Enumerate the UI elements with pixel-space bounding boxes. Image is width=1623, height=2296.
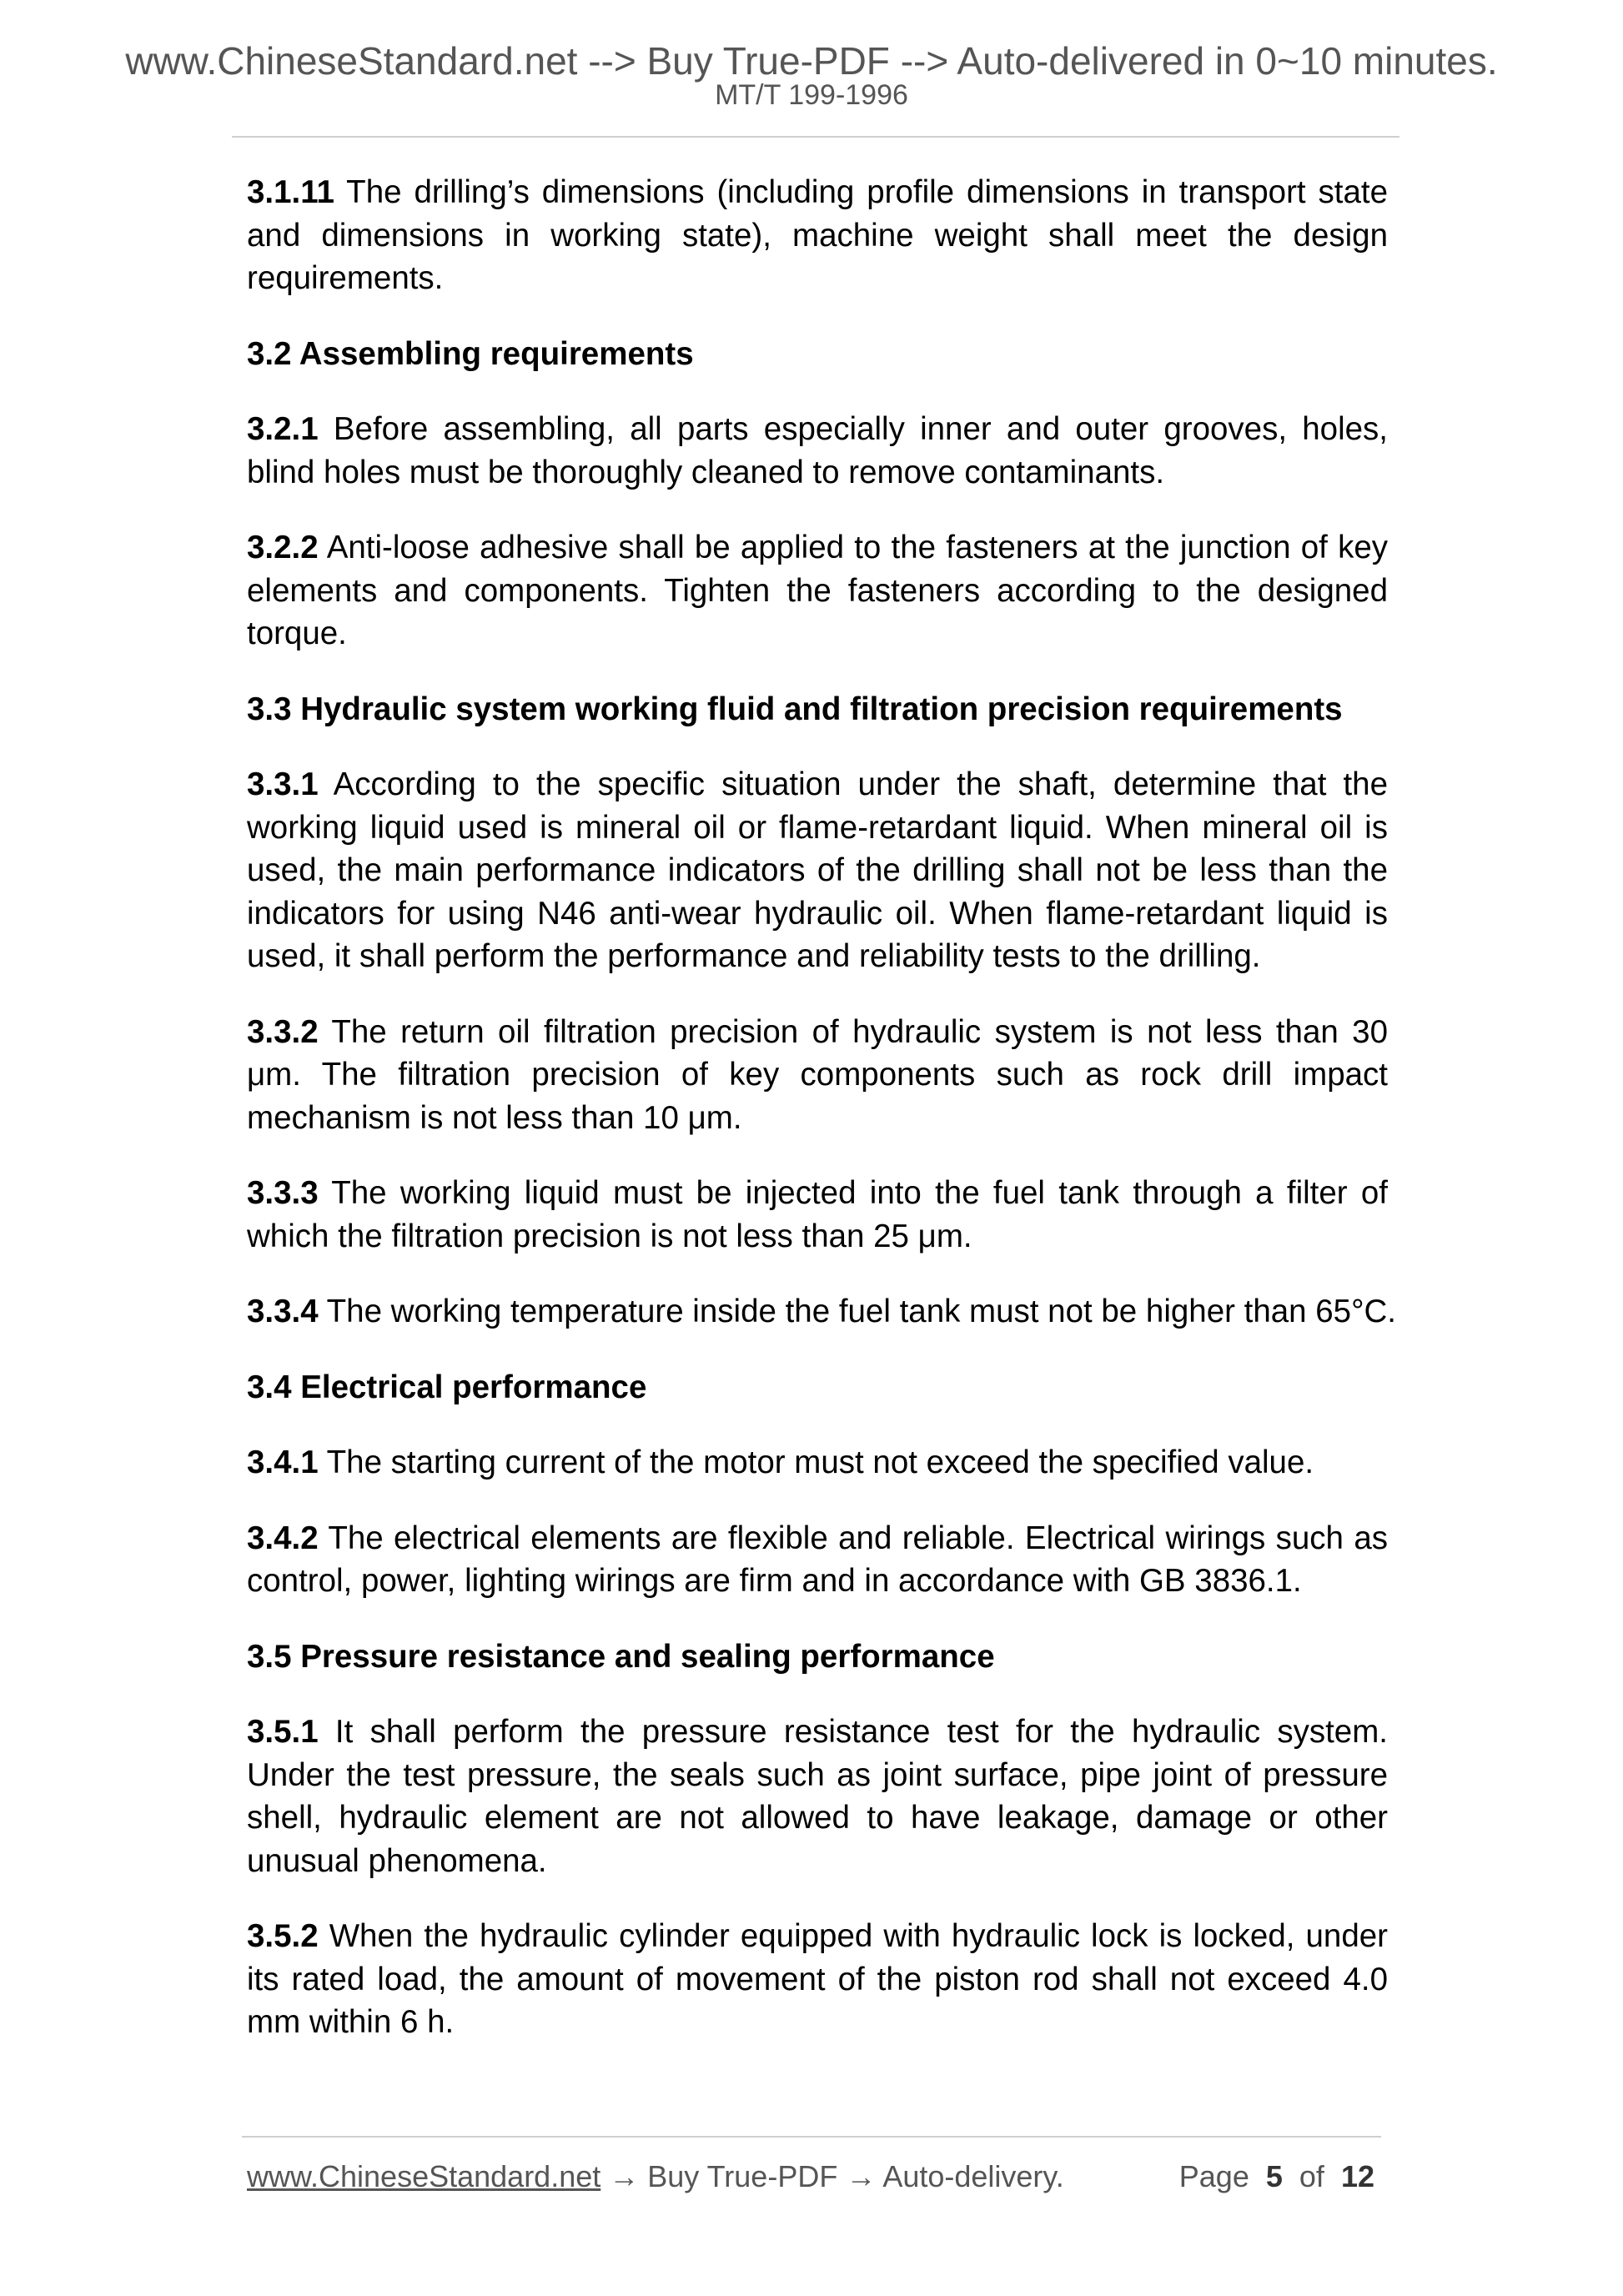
clause-text: The electrical elements are flexible and reliable. Electrical wirings such as control, power, lighting wirings are firm and in accordance with GB 3836.1. (247, 1520, 1388, 1599)
clause-text: The drilling’s dimensions (including profile dimensions in transport state and dimensions in working state), machine weight shall meet the design requirements. (247, 174, 1388, 296)
total-pages: 12 (1340, 2159, 1374, 2193)
clause-number: 3.5.2 (247, 1918, 319, 1954)
clause-number: 3.2.1 (247, 411, 319, 447)
footer-promo-text: → Buy True-PDF → Auto-delivery. (600, 2159, 1064, 2193)
clause-number: 3.3.1 (247, 766, 319, 802)
clause-number: 3.4.2 (247, 1520, 319, 1556)
section-heading-3-3: 3.3 Hydraulic system working fluid and filtration precision requirements (247, 691, 1343, 727)
standard-code: MT/T 199-1996 (715, 79, 908, 111)
clause-3-4-1 (247, 1441, 1388, 1485)
clause-text: It shall perform the pressure resistance test for the hydraulic system. Under the test pressure, the seals such as joint surface, pipe joint of pressure shell, hydraulic element are not allowed to have leakage, damage or other unusual phenomena. (247, 1714, 1388, 1879)
footer-divider (242, 2136, 1381, 2138)
clause-3-3-4 (247, 1290, 1396, 1334)
clause-text: The working liquid must be injected into the fuel tank through a filter of which the filtration precision is not less than 25 μm. (247, 1175, 1388, 1254)
clause-number: 3.5.1 (247, 1714, 319, 1750)
clause-text: The return oil filtration precision of hydraulic system is not less than 30 μm. The filtration precision of key components such as rock drill impact mechanism is not less than 10 μm. (247, 1013, 1388, 1136)
clause-number: 3.3.4 (247, 1294, 319, 1329)
clause-text: Anti-loose adhesive shall be applied to the fasteners at the junction of key elements and components. Tighten the fasteners according to the designed torque. (247, 530, 1388, 651)
clause-number: 3.2.2 (247, 530, 319, 565)
current-page: 5 (1265, 2159, 1283, 2193)
clause-number: 3.3.2 (247, 1013, 319, 1050)
clause-3-3-1 (247, 763, 1388, 978)
top-banner: www.ChineseStandard.net --> Buy True-PDF --> Auto-delivered in 0~10 minutes. (125, 39, 1498, 83)
section-heading-3-4: 3.4 Electrical performance (247, 1369, 647, 1405)
clause-3-1-11 (247, 171, 1388, 300)
of-label: of (1299, 2159, 1324, 2193)
clause-3-5-2 (247, 1915, 1388, 2044)
clause-text: The working temperature inside the fuel tank must not be higher than 65°C. (318, 1294, 1396, 1329)
clause-3-2-1 (247, 408, 1388, 494)
clause-3-4-2 (247, 1517, 1388, 1603)
clause-3-3-3 (247, 1172, 1388, 1258)
clause-3-3-2 (247, 1011, 1388, 1140)
footer-site-link[interactable]: www.ChineseStandard.net (247, 2159, 601, 2193)
clause-text: According to the specific situation under the shaft, determine that the working liquid used is mineral oil or flame-retardant liquid. When mineral oil is used, the main performance indicators of the drilling shall not be less than the indicators for using N46 anti-wear hydraulic oil. When flame-retardant liquid is used, it shall perform the performance and reliability tests to the drilling. (247, 766, 1388, 974)
clause-number: 3.3.3 (247, 1175, 319, 1211)
clause-text: Before assembling, all parts especially inner and outer grooves, holes, blind holes must be thoroughly cleaned to remove contaminants. (247, 411, 1388, 490)
footer-promo (247, 2160, 1064, 2193)
clause-number: 3.4.1 (247, 1444, 319, 1480)
section-heading-3-2: 3.2 Assembling requirements (247, 335, 694, 372)
section-heading-3-5: 3.5 Pressure resistance and sealing performance (247, 1638, 995, 1675)
clause-3-5-1 (247, 1711, 1388, 1882)
page-label: Page (1178, 2159, 1249, 2193)
clause-text: When the hydraulic cylinder equipped with hydraulic lock is locked, under its rated load, the amount of movement of the piston rod shall not exceed 4.0 mm within 6 h. (247, 1918, 1388, 2040)
clause-text: The starting current of the motor must not exceed the specified value. (318, 1444, 1314, 1480)
clause-number: 3.1.11 (247, 174, 334, 210)
clause-3-2-2 (247, 526, 1388, 656)
page-number (1179, 2160, 1374, 2193)
page-body (247, 171, 1396, 2077)
header-divider (232, 136, 1399, 138)
